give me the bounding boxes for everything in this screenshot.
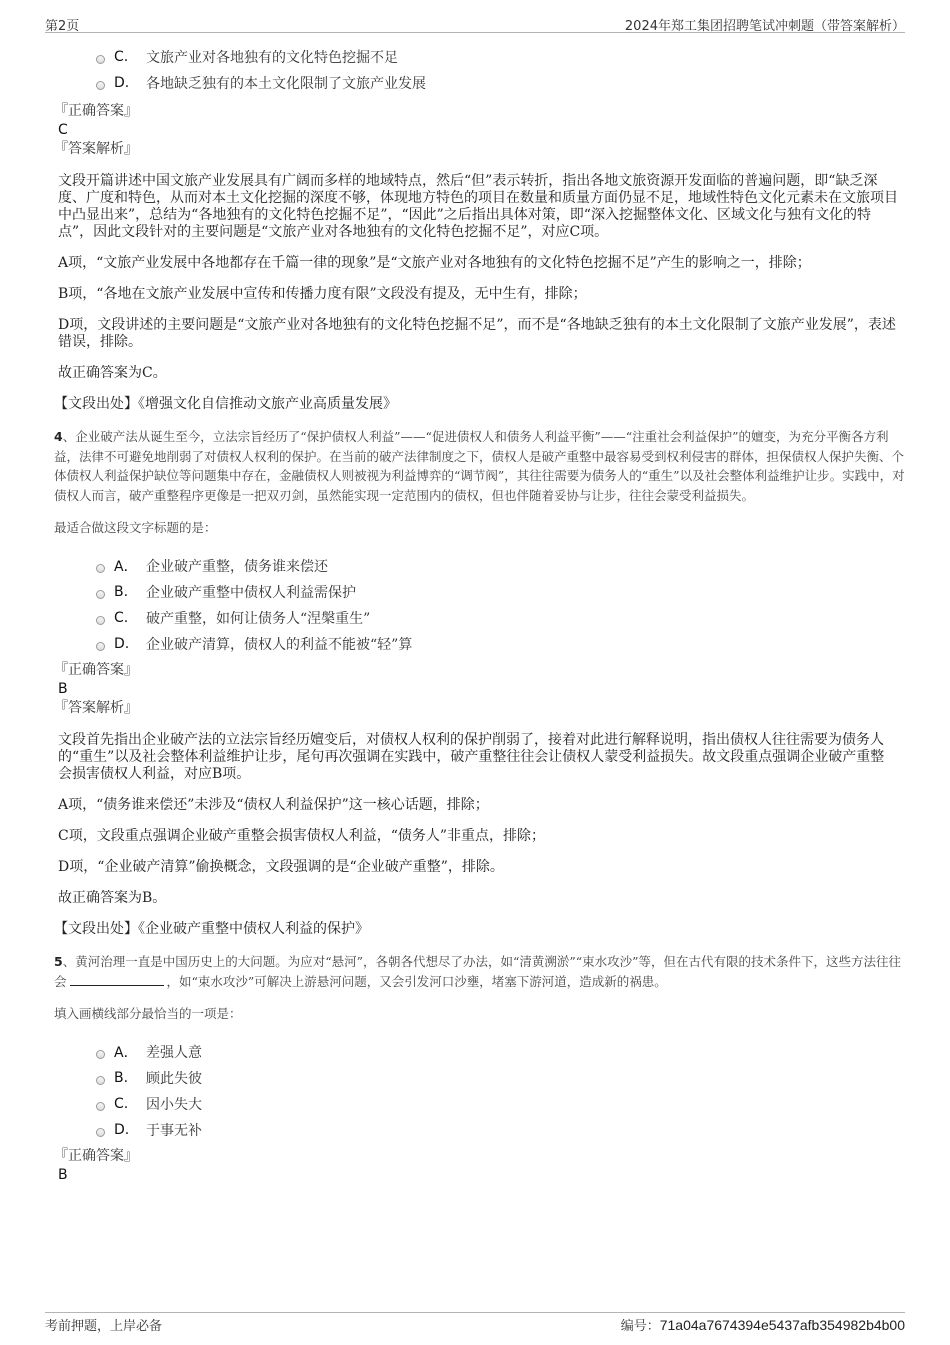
analysis-paragraph: A项，“债务谁来偿还”未涉及“债权人利益保护”这一核心话题，排除；: [58, 797, 489, 813]
option-d[interactable]: [96, 70, 898, 96]
radio-icon[interactable]: [96, 590, 105, 599]
option-a[interactable]: [96, 553, 898, 579]
option-letter: C.: [114, 610, 129, 626]
passage-source: 【文段出处】《增强文化自信推动文旅产业高质量发展》: [54, 396, 397, 412]
option-text: 破产重整，如何让债务人“涅槃重生”: [146, 611, 371, 627]
radio-icon[interactable]: [96, 642, 105, 651]
correct-answer-label: 『正确答案』: [54, 662, 138, 678]
option-letter: A．: [114, 559, 138, 575]
correct-answer: B: [58, 1167, 68, 1183]
footer-slogan: 考前押题，上岸必备: [45, 1319, 163, 1334]
question-4-options: [96, 553, 898, 657]
page-header: [45, 12, 905, 33]
radio-icon[interactable]: [96, 55, 105, 64]
radio-icon[interactable]: [96, 1076, 105, 1085]
analysis-paragraph: 故正确答案为C。: [58, 365, 167, 381]
radio-icon[interactable]: [96, 564, 105, 573]
question-5-options: [96, 1039, 898, 1143]
analysis-paragraph: 文段首先指出企业破产法的立法宗旨经历嬗变后，对债权人权利的保护削弱了，接着对此进行解释说明，指出债权人往往需要为债务人的“重生”以及社会整体利益维护让步，尾句再次强调在实践中，破产重整往往会让债权人蒙受利益损失。故文段重点强调企业破产重整会损害债权人利益，对应B项。: [58, 732, 885, 782]
option-d[interactable]: [96, 631, 898, 657]
question-stem: [54, 427, 906, 505]
option-c[interactable]: [96, 44, 898, 70]
code-value: 71a04a7674394e5437afb354982b4b00: [659, 1317, 905, 1333]
option-letter: D.: [114, 636, 130, 652]
correct-answer: C: [58, 122, 68, 138]
question-number: 5: [54, 954, 63, 969]
option-text: 因小失大: [146, 1097, 202, 1113]
radio-icon[interactable]: [96, 1102, 105, 1111]
page-content: [54, 44, 905, 1185]
option-c[interactable]: [96, 1091, 898, 1117]
analysis-paragraph: B项，“各地在文旅产业发展中宣传和传播力度有限”文段没有提及，无中生有，排除；: [58, 286, 587, 302]
correct-answer: B: [58, 681, 68, 697]
option-text: 企业破产清算，债权人的利益不能被“轻”算: [146, 637, 413, 653]
option-text: 企业破产重整，债务谁来偿还: [146, 559, 328, 575]
analysis-body: [58, 173, 898, 382]
option-text: 顾此失彼: [146, 1071, 202, 1087]
analysis-paragraph: A项，“文旅产业发展中各地都存在千篇一律的现象”是“文旅产业对各地独有的文化特色挖掘不足”产生的影响之一，排除；: [58, 255, 811, 271]
option-b[interactable]: [96, 579, 898, 605]
analysis-label: 『答案解析』: [54, 141, 138, 157]
option-a[interactable]: [96, 1039, 898, 1065]
analysis-body: [58, 732, 898, 907]
option-letter: C.: [114, 1096, 129, 1112]
option-text: 于事无补: [146, 1123, 202, 1139]
question-prompt: 填入画横线部分最恰当的一项是：: [54, 1006, 242, 1021]
fill-in-blank: [70, 973, 164, 986]
passage-source: 【文段出处】《企业破产重整中债权人利益的保护》: [54, 921, 369, 937]
option-d[interactable]: [96, 1117, 898, 1143]
option-letter: B.: [114, 584, 129, 600]
analysis-paragraph: D项，文段讲述的主要问题是“文旅产业对各地独有的文化特色挖掘不足”，而不是“各地缺乏独有的本土文化限制了文旅产业发展”，表述错误，排除。: [58, 317, 896, 350]
radio-icon[interactable]: [96, 1050, 105, 1059]
question-5: [54, 952, 902, 1185]
option-b[interactable]: [96, 1065, 898, 1091]
radio-icon[interactable]: [96, 81, 105, 90]
option-letter: D.: [114, 75, 130, 91]
analysis-label: 『答案解析』: [54, 700, 138, 716]
analysis-paragraph: C项，文段重点强调企业破产重整会损害债权人利益，“债务人”非重点，排除；: [58, 828, 546, 844]
question-3: [54, 44, 898, 413]
question-text-after-blank: ，如“束水攻沙”可解决上游悬河问题，又会引发河口沙壅，堵塞下游河道，造成新的祸患。: [166, 973, 667, 989]
option-text: 文旅产业对各地独有的文化特色挖掘不足: [146, 50, 398, 66]
question-3-options: [96, 44, 898, 96]
question-prompt: 最适合做这段文字标题的是：: [54, 520, 217, 535]
question-stem: [54, 952, 906, 991]
option-text: 各地缺乏独有的本土文化限制了文旅产业发展: [146, 76, 426, 92]
document-title: 2024年郑工集团招聘笔试冲刺题（带答案解析）: [624, 19, 905, 34]
document-code: [621, 1315, 905, 1334]
analysis-paragraph: D项，“企业破产清算”偷换概念，文段强调的是“企业破产重整”，排除。: [58, 859, 504, 875]
option-text: 企业破产重整中债权人利益需保护: [146, 585, 356, 601]
correct-answer-label: 『正确答案』: [54, 1148, 138, 1164]
option-letter: B.: [114, 1070, 129, 1086]
correct-answer-label: 『正确答案』: [54, 103, 138, 119]
page-number: 第2页: [45, 19, 80, 34]
analysis-paragraph: 故正确答案为B。: [58, 890, 167, 906]
option-letter: A．: [114, 1045, 138, 1061]
radio-icon[interactable]: [96, 616, 105, 625]
question-text-before-blank: 、黄河治理一直是中国历史上的大问题。为应对“悬河”，各朝各代想尽了办法，如“清黄溯淤”“束水攻沙”等，但在古代有限的技术条件下，这些方法往往会: [54, 954, 902, 989]
question-number: 4: [54, 429, 63, 444]
option-letter: D.: [114, 1122, 130, 1138]
question-text: 、企业破产法从诞生至今，立法宗旨经历了“保护债权人利益”——“促进债权人和债务人利益平衡”——“注重社会利益保护”的嬗变，为充分平衡各方利益，法律不可避免地削弱了对债权人权利的保护。在当前的破产法律制度之下，债权人是破产重整中最容易受到权利侵害的群体，担保债权人保护失衡、个体债权人利益保护缺位等问题集中存在，金融债权人则被视为利益博弈的“调节阀”，其往往需要为债务人的“重生”以及社会整体利益维护让步。实践中，对债权人而言，破产重整程序更像是一把双刃剑，虽然能实现一定范围内的债权，但也伴随着妥协与让步，往往会蒙受利益损失。: [54, 429, 905, 503]
radio-icon[interactable]: [96, 1128, 105, 1137]
code-label: 编号：: [620, 1319, 660, 1334]
option-text: 差强人意: [146, 1045, 202, 1061]
question-4: [54, 427, 905, 938]
page-footer: [45, 1312, 905, 1335]
analysis-paragraph: 文段开篇讲述中国文旅产业发展具有广阔而多样的地域特点，然后“但”表示转折，指出各地文旅资源开发面临的普遍问题，即“缺乏深度、广度和特色，从而对本土文化挖掘的深度不够，体现地方特色的项目在数量和质量方面仍显不足，地域性特色文化元素未在文旅项目中凸显出来”，总结为“各地独有的文化特色挖掘不足”，“因此”之后指出具体对策，即“深入挖掘整体文化、区域文化与独有文化的特点”，因此文段针对的主要问题是“文旅产业对各地独有的文化特色挖掘不足”，对应C项。: [58, 173, 898, 240]
option-c[interactable]: [96, 605, 898, 631]
option-letter: C.: [114, 49, 129, 65]
